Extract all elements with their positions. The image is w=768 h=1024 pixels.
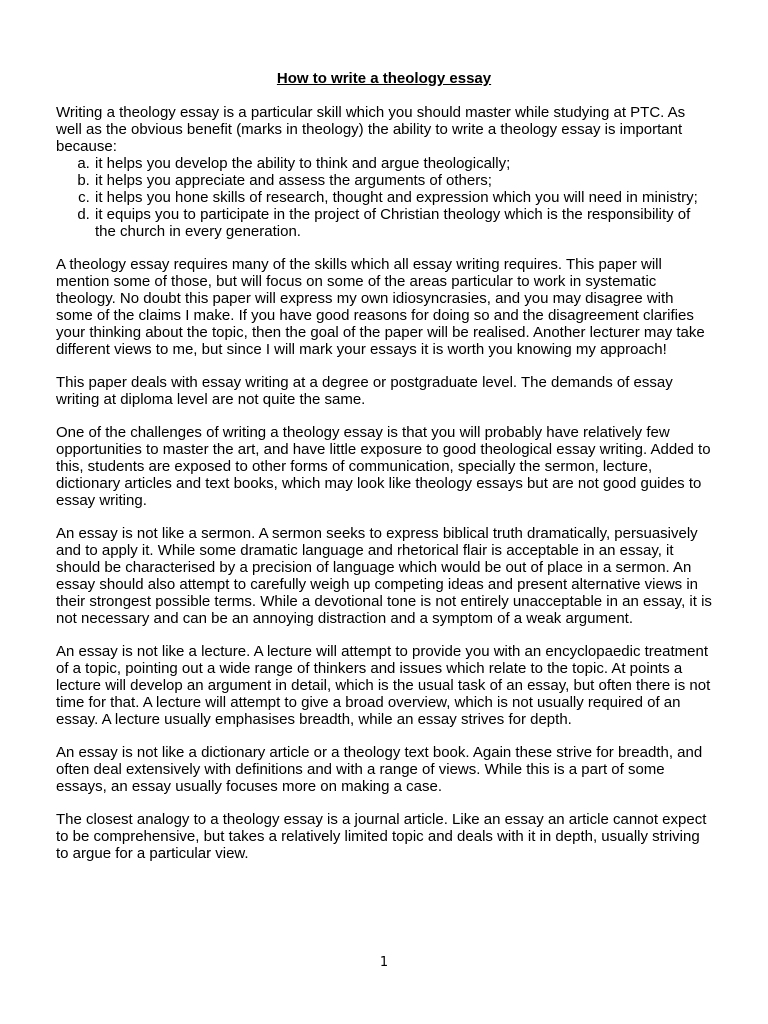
document-title: How to write a theology essay xyxy=(276,70,492,87)
body-paragraph: The closest analogy to a theology essay is a journal article. Like an essay an article cannot expect to be comprehensive, but takes a relatively limited topic and deals with it in depth, usually striving to argue for a particular view. xyxy=(56,811,707,862)
reasons-list xyxy=(56,155,712,240)
list-item: a. it helps you develop the ability to think and argue theologically; xyxy=(94,155,712,172)
list-item: c. it helps you hone skills of research, thought and expression which you will need in ministry; xyxy=(94,189,712,206)
list-item: d. it equips you to participate in the project of Christian theology which is the responsibility of the church in every generation. xyxy=(94,206,712,240)
body-paragraph: One of the challenges of writing a theology essay is that you will probably have relatively few opportunities to master the art, and have little exposure to good theological essay writing. Added to this, students are exposed to other forms of communication, specially the sermon, lecture, dictionary articles and text books, which may look like theology essays but are not good guides to essay writing. xyxy=(56,424,711,509)
body-paragraph: A theology essay requires many of the skills which all essay writing requires. This paper will mention some of those, but will focus on some of the areas particular to work in systematic theology. No doubt this paper will express my own idiosyncrasies, and you may disagree with some of the claims I make. If you have good reasons for doing so and the disagreement clarifies your thinking about the topic, then the goal of the paper will be realised. Another lecturer may take different views to me, but since I will mark your essays it is worth you knowing my approach! xyxy=(56,256,705,358)
body-paragraph: An essay is not like a sermon. A sermon seeks to express biblical truth dramatically, persuasively and to apply it. While some dramatic language and rhetorical flair is acceptable in an essay, it should be characterised by a precision of language which would be out of place in a sermon. An essay should also attempt to carefully weigh up competing ideas and present alternative views in their strongest possible terms. While a devotional tone is not entirely unacceptable in an essay, it is not necessary and can be an annoying distraction and a symptom of a weak argument. xyxy=(56,525,712,627)
body-paragraph: An essay is not like a dictionary article or a theology text book. Again these strive for breadth, and often deal extensively with definitions and with a range of views. While this is a part of some essays, an essay usually focuses more on making a case. xyxy=(56,744,703,795)
list-item: b. it helps you appreciate and assess the arguments of others; xyxy=(94,172,712,189)
intro-paragraph: Writing a theology essay is a particular skill which you should master while studying at PTC. As well as the obvious benefit (marks in theology) the ability to write a theology essay is important because: xyxy=(56,104,686,155)
body-paragraph: This paper deals with essay writing at a degree or postgraduate level. The demands of essay writing at diploma level are not quite the same. xyxy=(56,374,673,408)
page-number: 1 xyxy=(379,955,389,970)
body-paragraph: An essay is not like a lecture. A lecture will attempt to provide you with an encyclopaedic treatment of a topic, pointing out a wide range of thinkers and issues which relate to the topic. At points a lecture will develop an argument in detail, which is the usual task of an essay, but often there is not time for that. A lecture will attempt to give a broad overview, which is not usually required of an essay. A lecture usually emphasises breadth, while an essay strives for depth. xyxy=(56,643,711,728)
